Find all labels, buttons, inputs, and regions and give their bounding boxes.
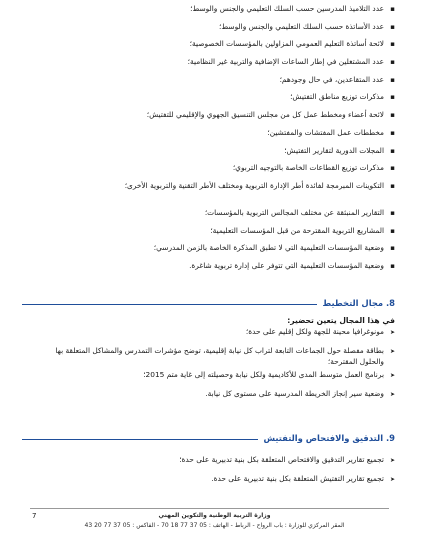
section-title: 8. مجال التخطيط [317, 298, 396, 308]
footer-rule [30, 508, 389, 509]
section-heading-planning [0, 293, 429, 315]
list-item: ▪ لائحة أعضاء ومخطط عمل كل من مجلس التنسيق الجهوي والإقليمي للتفتيش؛ [35, 110, 395, 128]
list-item: ▪ لائحة أساتذة التعليم العمومي المزاولين بالمؤسسات الخصوصية؛ [35, 39, 395, 57]
footer-ministry: وزارة التربية الوطنية والتكوين المهني [158, 512, 271, 519]
list-item: ▪ وضعية المؤسسات التعليمية التي لا تطبق المذكرة الخاصة بالزمن المدرسي؛ [35, 243, 395, 261]
list-item: ▪ مذكرات توزيع القطاعات الخاصة بالتوجيه التربوي؛ [35, 163, 395, 181]
list-item: ▪ المشاريع التربوية المقترحة من قبل المؤسسات التعليمية؛ [35, 226, 395, 244]
list-item: ➤ مونوغرافيا محينة للجهة ولكل إقليم على حدة؛ [35, 327, 395, 346]
audit-list [35, 455, 395, 493]
list-item: ➤ برنامج العمل متوسط المدى للأكاديمية ولكل نيابة وحصيلته إلى غاية متم 2015؛ [35, 370, 395, 389]
list-item: ➤ تجميع تقارير التدقيق والافتحاص المتعلقة بكل بنية تدبيرية على حدة؛ [35, 455, 395, 474]
statistics-list [35, 4, 395, 279]
list-item: ▪ التكوينات المبرمجة لفائدة أطر الإدارة التربوية ومختلف الأطر التقنية والتربوية الأخرى؛ [35, 181, 395, 208]
list-item: ▪ عدد المشتغلين في إطار الساعات الإضافية والتربية غير النظامية؛ [35, 57, 395, 75]
list-item: ▪ وضعية المؤسسات التعليمية التي تتوفر على إدارة تربوية شاغرة. [35, 261, 395, 279]
page-number: 7 [32, 512, 37, 520]
footer-address: المقر المركزي للوزارة : باب الرواح - الرباط - الهاتف : 05 37 77 18 70 - الفاكس : 05 37 77 20 43 [84, 522, 345, 529]
planning-list [35, 327, 395, 408]
list-item: ▪ مخططات عمل المفتشات والمفتشين؛ [35, 128, 395, 146]
list-item: ➤ بطاقة مفصلة حول الجماعات التابعة لتراب كل نيابة إقليمية، توضح مؤشرات التمدرس والمشاكل المتعلقة بها والحلول المقترحة؛ [35, 346, 395, 370]
heading-rule [22, 304, 349, 305]
list-item: ▪ عدد الأساتذة حسب السلك التعليمي والجنس والوسط؛ [35, 22, 395, 40]
section-title: 9. التدقيق والافتحاص والتفتيش [258, 433, 396, 443]
page-footer [40, 512, 389, 529]
list-item: ▪ عدد التلاميذ المدرسين حسب السلك التعليمي والجنس والوسط؛ [35, 4, 395, 22]
list-item: ▪ التقارير المنبثقة عن مختلف المجالس التربوية بالمؤسسات؛ [35, 208, 395, 226]
section-intro: في هذا المجال يتعين تحضير: [287, 316, 395, 325]
list-item: ▪ مذكرات توزيع مناطق التفتيش؛ [35, 92, 395, 110]
list-item: ▪ عدد المتقاعدين، في حال وجودهم؛ [35, 75, 395, 93]
section-heading-audit [0, 428, 429, 450]
list-item: ➤ تجميع تقارير التفتيش المتعلقة بكل بنية تدبيرية على حدة. [35, 474, 395, 493]
list-item: ➤ وضعية سير إنجاز الخريطة المدرسية على مستوى كل نيابة. [35, 389, 395, 408]
list-item: ▪ المجلات الدورية لتقارير التفتيش؛ [35, 146, 395, 164]
